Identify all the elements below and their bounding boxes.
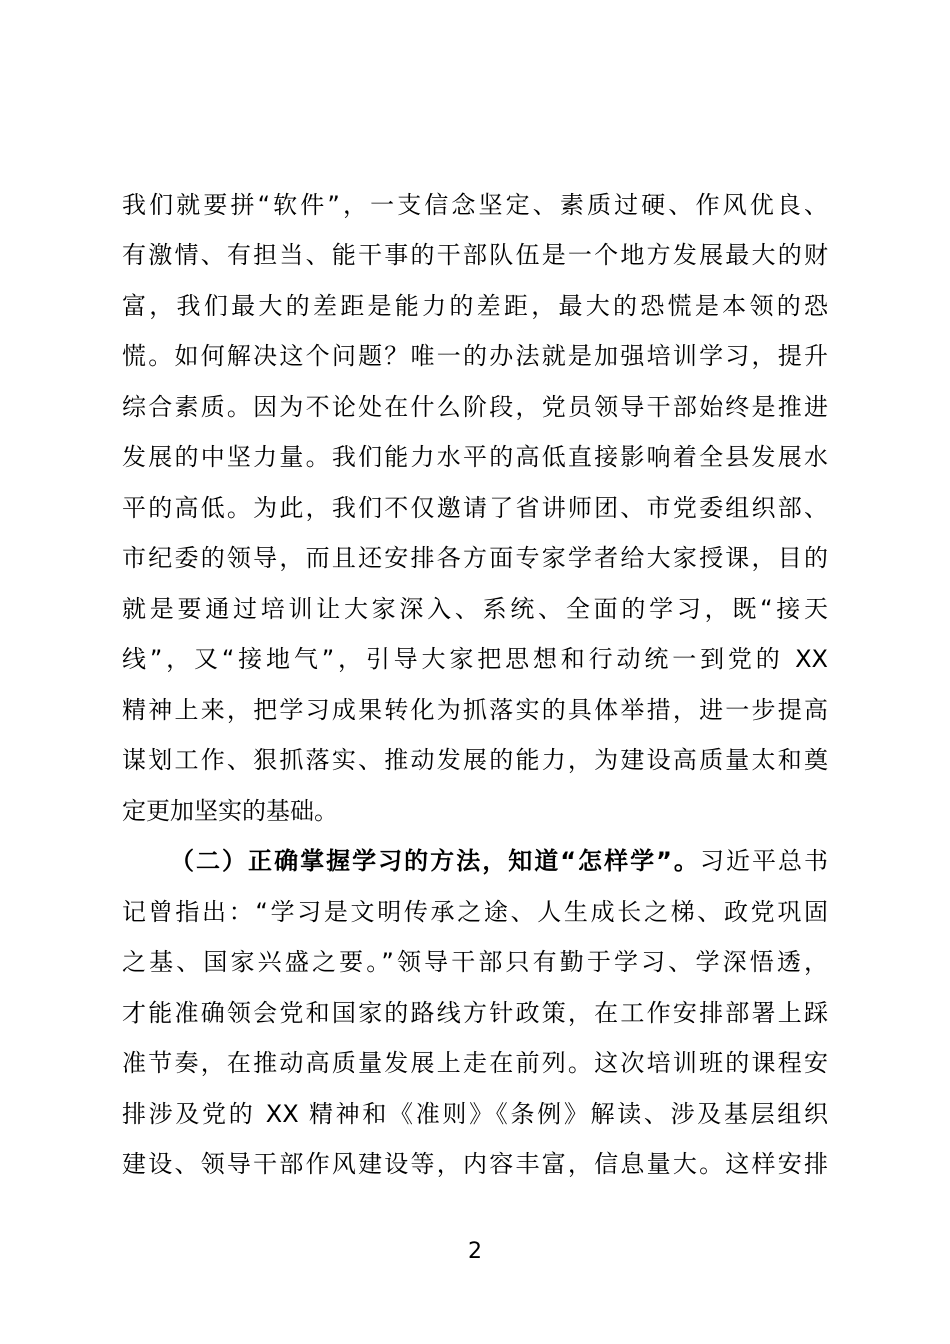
body-text-line: 建设、领导干部作风建设等，内容丰富，信息量大。这样安排 bbox=[122, 1150, 828, 1178]
body-text-line: 发展的中坚力量。我们能力水平的高低直接影响着全县发展水 bbox=[122, 443, 828, 471]
body-text-line: 富，我们最大的差距是能力的差距，最大的恐慌是本领的恐 bbox=[122, 292, 828, 320]
section-heading: （二）正确掌握学习的方法，知道“怎样学”。 bbox=[170, 847, 700, 875]
body-text-line: 线”，又“接地气”，引导大家把思想和行动统一到党的 XX bbox=[122, 645, 828, 673]
body-text-line: 综合素质。因为不论处在什么阶段，党员领导干部始终是推进 bbox=[122, 393, 828, 421]
body-text-line: 就是要通过培训让大家深入、系统、全面的学习，既“接天 bbox=[122, 595, 828, 623]
body-text-line: 慌。如何解决这个问题？唯一的办法就是加强培训学习，提升 bbox=[122, 342, 828, 370]
body-text-line: 精神上来，把学习成果转化为抓落实的具体举措，进一步提高 bbox=[122, 696, 828, 724]
body-text-line: 记曾指出：“学习是文明传承之途、人生成长之梯、政党巩固 bbox=[122, 898, 828, 926]
body-text-line: 排涉及党的 XX 精神和《准则》《条例》解读、涉及基层组织 bbox=[122, 1100, 828, 1128]
page-number: 2 bbox=[468, 1239, 482, 1264]
section-heading-line bbox=[170, 846, 828, 876]
body-text-line: 才能准确领会党和国家的路线方针政策，在工作安排部署上踩 bbox=[122, 999, 828, 1027]
body-text-line: 有激情、有担当、能干事的干部队伍是一个地方发展最大的财 bbox=[122, 241, 828, 269]
body-text-line: 准节奏，在推动高质量发展上走在前列。这次培训班的课程安 bbox=[122, 1049, 828, 1077]
body-text-line: 谋划工作、狠抓落实、推动发展的能力，为建设高质量太和奠 bbox=[122, 746, 828, 774]
body-text-line: 之基、国家兴盛之要。”领导干部只有勤于学习、学深悟透， bbox=[122, 948, 828, 976]
body-text-line: 定更加坚实的基础。 bbox=[122, 797, 338, 825]
body-text-fragment: 习近平总书 bbox=[699, 847, 828, 875]
body-text-line: 我们就要拼“软件”，一支信念坚定、素质过硬、作风优良、 bbox=[122, 191, 828, 219]
body-text-line: 市纪委的领导，而且还安排各方面专家学者给大家授课，目的 bbox=[122, 544, 828, 572]
body-text-line: 平的高低。为此，我们不仅邀请了省讲师团、市党委组织部、 bbox=[122, 494, 828, 522]
